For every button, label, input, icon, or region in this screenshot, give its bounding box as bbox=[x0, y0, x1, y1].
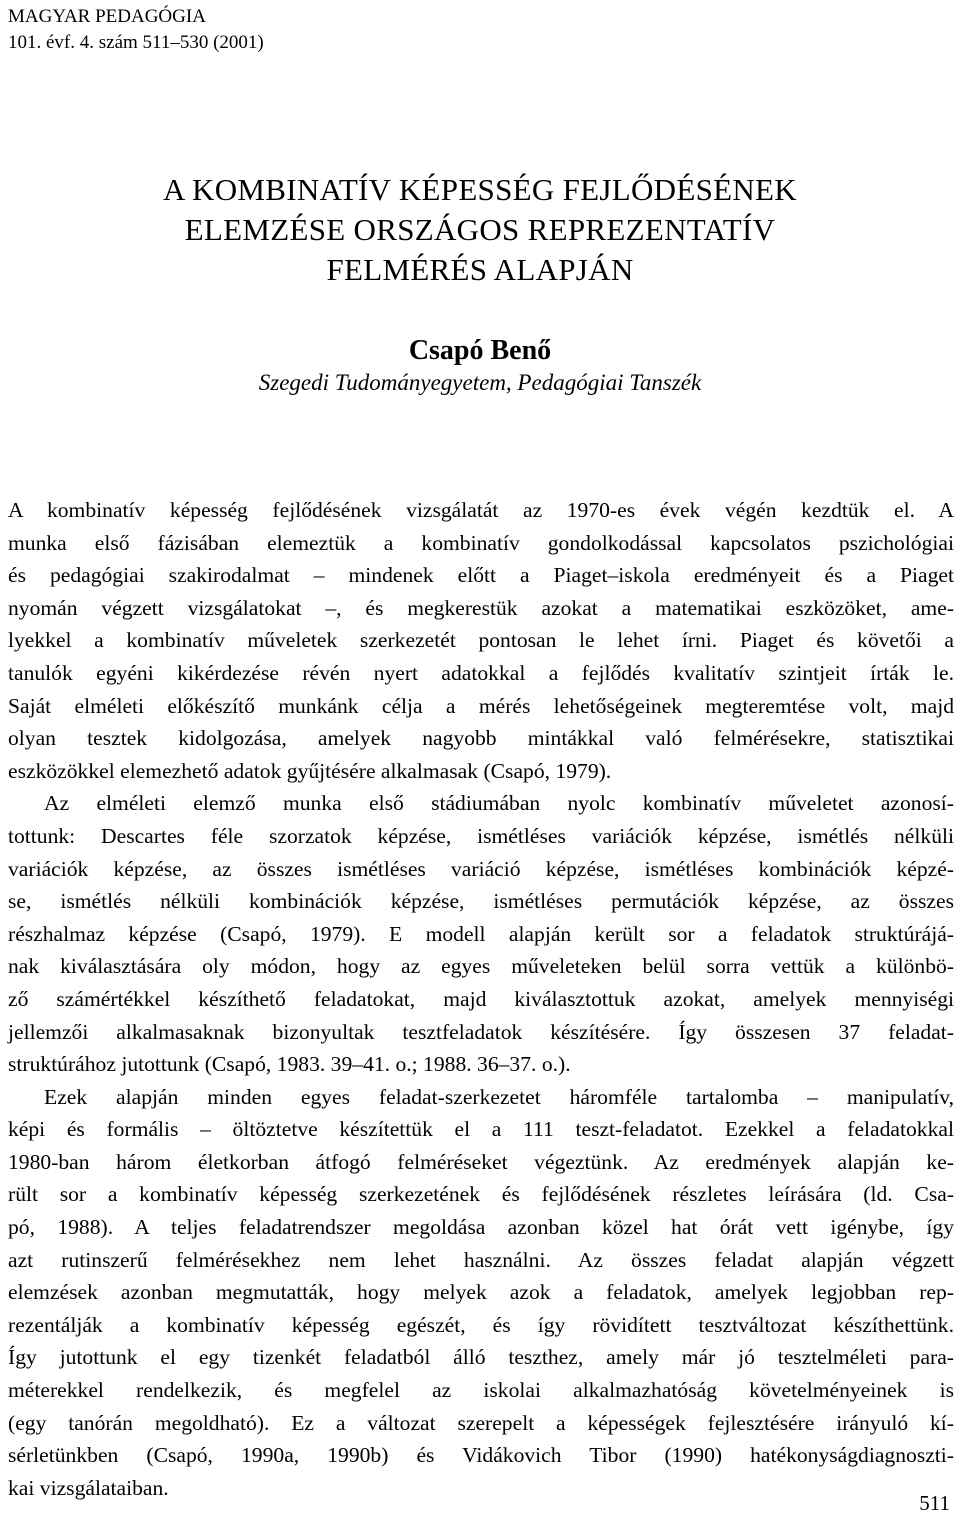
text-line: Így jutottunk el egy tizenkét feladatból álló teszthez, amely már jó tesztelméleti para- bbox=[8, 1345, 954, 1370]
text-line: olyan tesztek kidolgozása, amelyek nagyobb mintákkal való felmérésekre, statisztikai bbox=[8, 726, 954, 751]
text-line: sérletünkben (Csapó, 1990a, 1990b) és Vidákovich Tibor (1990) hatékonyságdiagnoszti- bbox=[8, 1443, 954, 1468]
body-text bbox=[8, 494, 954, 1504]
text-line: ző számértékkel készíthető feladatokat, majd kiválasztottuk azokat, amelyek mennyiségi bbox=[8, 986, 954, 1011]
text-line: jellemzői alkalmasaknak bizonyultak tesztfeladatok készítésére. Így összesen 37 feladat- bbox=[8, 1019, 954, 1044]
text-line: eszközökkel elemezhető adatok gyűjtésére alkalmasak (Csapó, 1979). bbox=[8, 758, 612, 783]
text-line: munka első fázisában elemeztük a kombinatív gondolkodással kapcsolatos pszichológiai bbox=[8, 530, 954, 555]
text-line: kai vizsgálataiban. bbox=[8, 1475, 169, 1500]
text-line: pó, 1988). A teljes feladatrendszer megoldása azonban közel hat órát vett igénybe, így bbox=[8, 1215, 954, 1240]
text-line: elemzések azonban megmutatták, hogy melyek azok a feladatok, amelyek legjobban rep- bbox=[8, 1280, 954, 1305]
text-line: lyekkel a kombinatív műveletek szerkezetét pontosan le lehet írni. Piaget és követői a bbox=[8, 628, 954, 653]
page-number: 511 bbox=[919, 1491, 950, 1515]
text-line: 1980-ban három életkorban átfogó felméréseket végeztünk. Az eredmények alapján ke- bbox=[8, 1149, 954, 1174]
text-line: rült sor a kombinatív képesség szerkezetének és fejlődésének részletes leírására (ld. Csa- bbox=[8, 1182, 954, 1207]
text-line: tottunk: Descartes féle szorzatok képzése, ismétléses variációk képzése, ismétlés nélküli bbox=[8, 823, 954, 848]
text-line: képi és formális – öltöztetve készítettük el a 111 teszt-feladatot. Ezekkel a feladatokkal bbox=[8, 1117, 954, 1142]
text-line: (egy tanórán megoldható). Ez a változat szerepelt a képességek fejlesztésére irányuló kí- bbox=[8, 1410, 954, 1435]
title-line-3: FELMÉRÉS ALAPJÁN bbox=[326, 252, 634, 287]
text-line: méterekkel rendelkezik, és megfelel az iskolai alkalmazhatóság követelményeinek is bbox=[8, 1378, 954, 1403]
author-affiliation: Szegedi Tudományegyetem, Pedagógiai Tanszék bbox=[258, 370, 702, 395]
text-line: részhalmaz képzése (Csapó, 1979). E modell alapján került sor a feladatok struktúrájá- bbox=[8, 921, 954, 946]
journal-header bbox=[8, 4, 264, 56]
title-line-2: ELEMZÉSE ORSZÁGOS REPREZENTATÍV bbox=[184, 212, 776, 247]
text-line: A kombinatív képesség fejlődésének vizsgálatát az 1970-es évek végén kezdtük el. A bbox=[8, 498, 954, 522]
text-line: nak kiválasztására oly módon, hogy az egyes műveleteken belül sorra vettük a különbö- bbox=[8, 954, 954, 979]
text-line: és pedagógiai szakirodalmat – mindenek előtt a Piaget–iskola eredményeit és a Piaget bbox=[8, 563, 954, 588]
journal-issue: 101. évf. 4. szám 511–530 (2001) bbox=[8, 32, 264, 53]
text-line: struktúrához jutottunk (Csapó, 1983. 39–41. o.; 1988. 36–37. o.). bbox=[8, 1052, 571, 1077]
title-line-1: A KOMBINATÍV KÉPESSÉG FEJLŐDÉSÉNEK bbox=[163, 172, 797, 207]
text-line: rezentálják a kombinatív képesség egészét, és így rövidített tesztváltozat készíthettünk. bbox=[8, 1312, 954, 1337]
text-line: Az elméleti elemző munka első stádiumában nyolc kombinatív műveletet azonosí- bbox=[44, 791, 954, 816]
text-line: tanulók egyéni kikérdezése révén nyert adatokkal a fejlődés kvalitatív szintjeit írták le. bbox=[8, 660, 954, 685]
article-title bbox=[0, 170, 960, 290]
journal-name: MAGYAR PEDAGÓGIA bbox=[8, 6, 206, 27]
text-line: Ezek alapján minden egyes feladat-szerkezetet háromféle tartalomba – manipulatív, bbox=[44, 1084, 954, 1109]
text-line: azt rutinszerű felmérésekhez nem lehet használni. Az összes feladat alapján végzett bbox=[8, 1247, 954, 1272]
text-line: se, ismétlés nélküli kombinációk képzése, ismétléses permutációk képzése, az összes bbox=[8, 889, 954, 914]
text-line: Saját elméleti előkészítő munkánk célja a mérés lehetőségeinek megteremtése volt, majd bbox=[8, 693, 954, 718]
text-line: variációk képzése, az összes ismétléses variáció képzése, ismétléses kombinációk képzé- bbox=[8, 856, 954, 881]
text-line: nyomán végzett vizsgálatokat –, és megkerestük azokat a matematikai eszközöket, ame- bbox=[8, 595, 954, 620]
author-name: Csapó Benő bbox=[408, 335, 552, 366]
